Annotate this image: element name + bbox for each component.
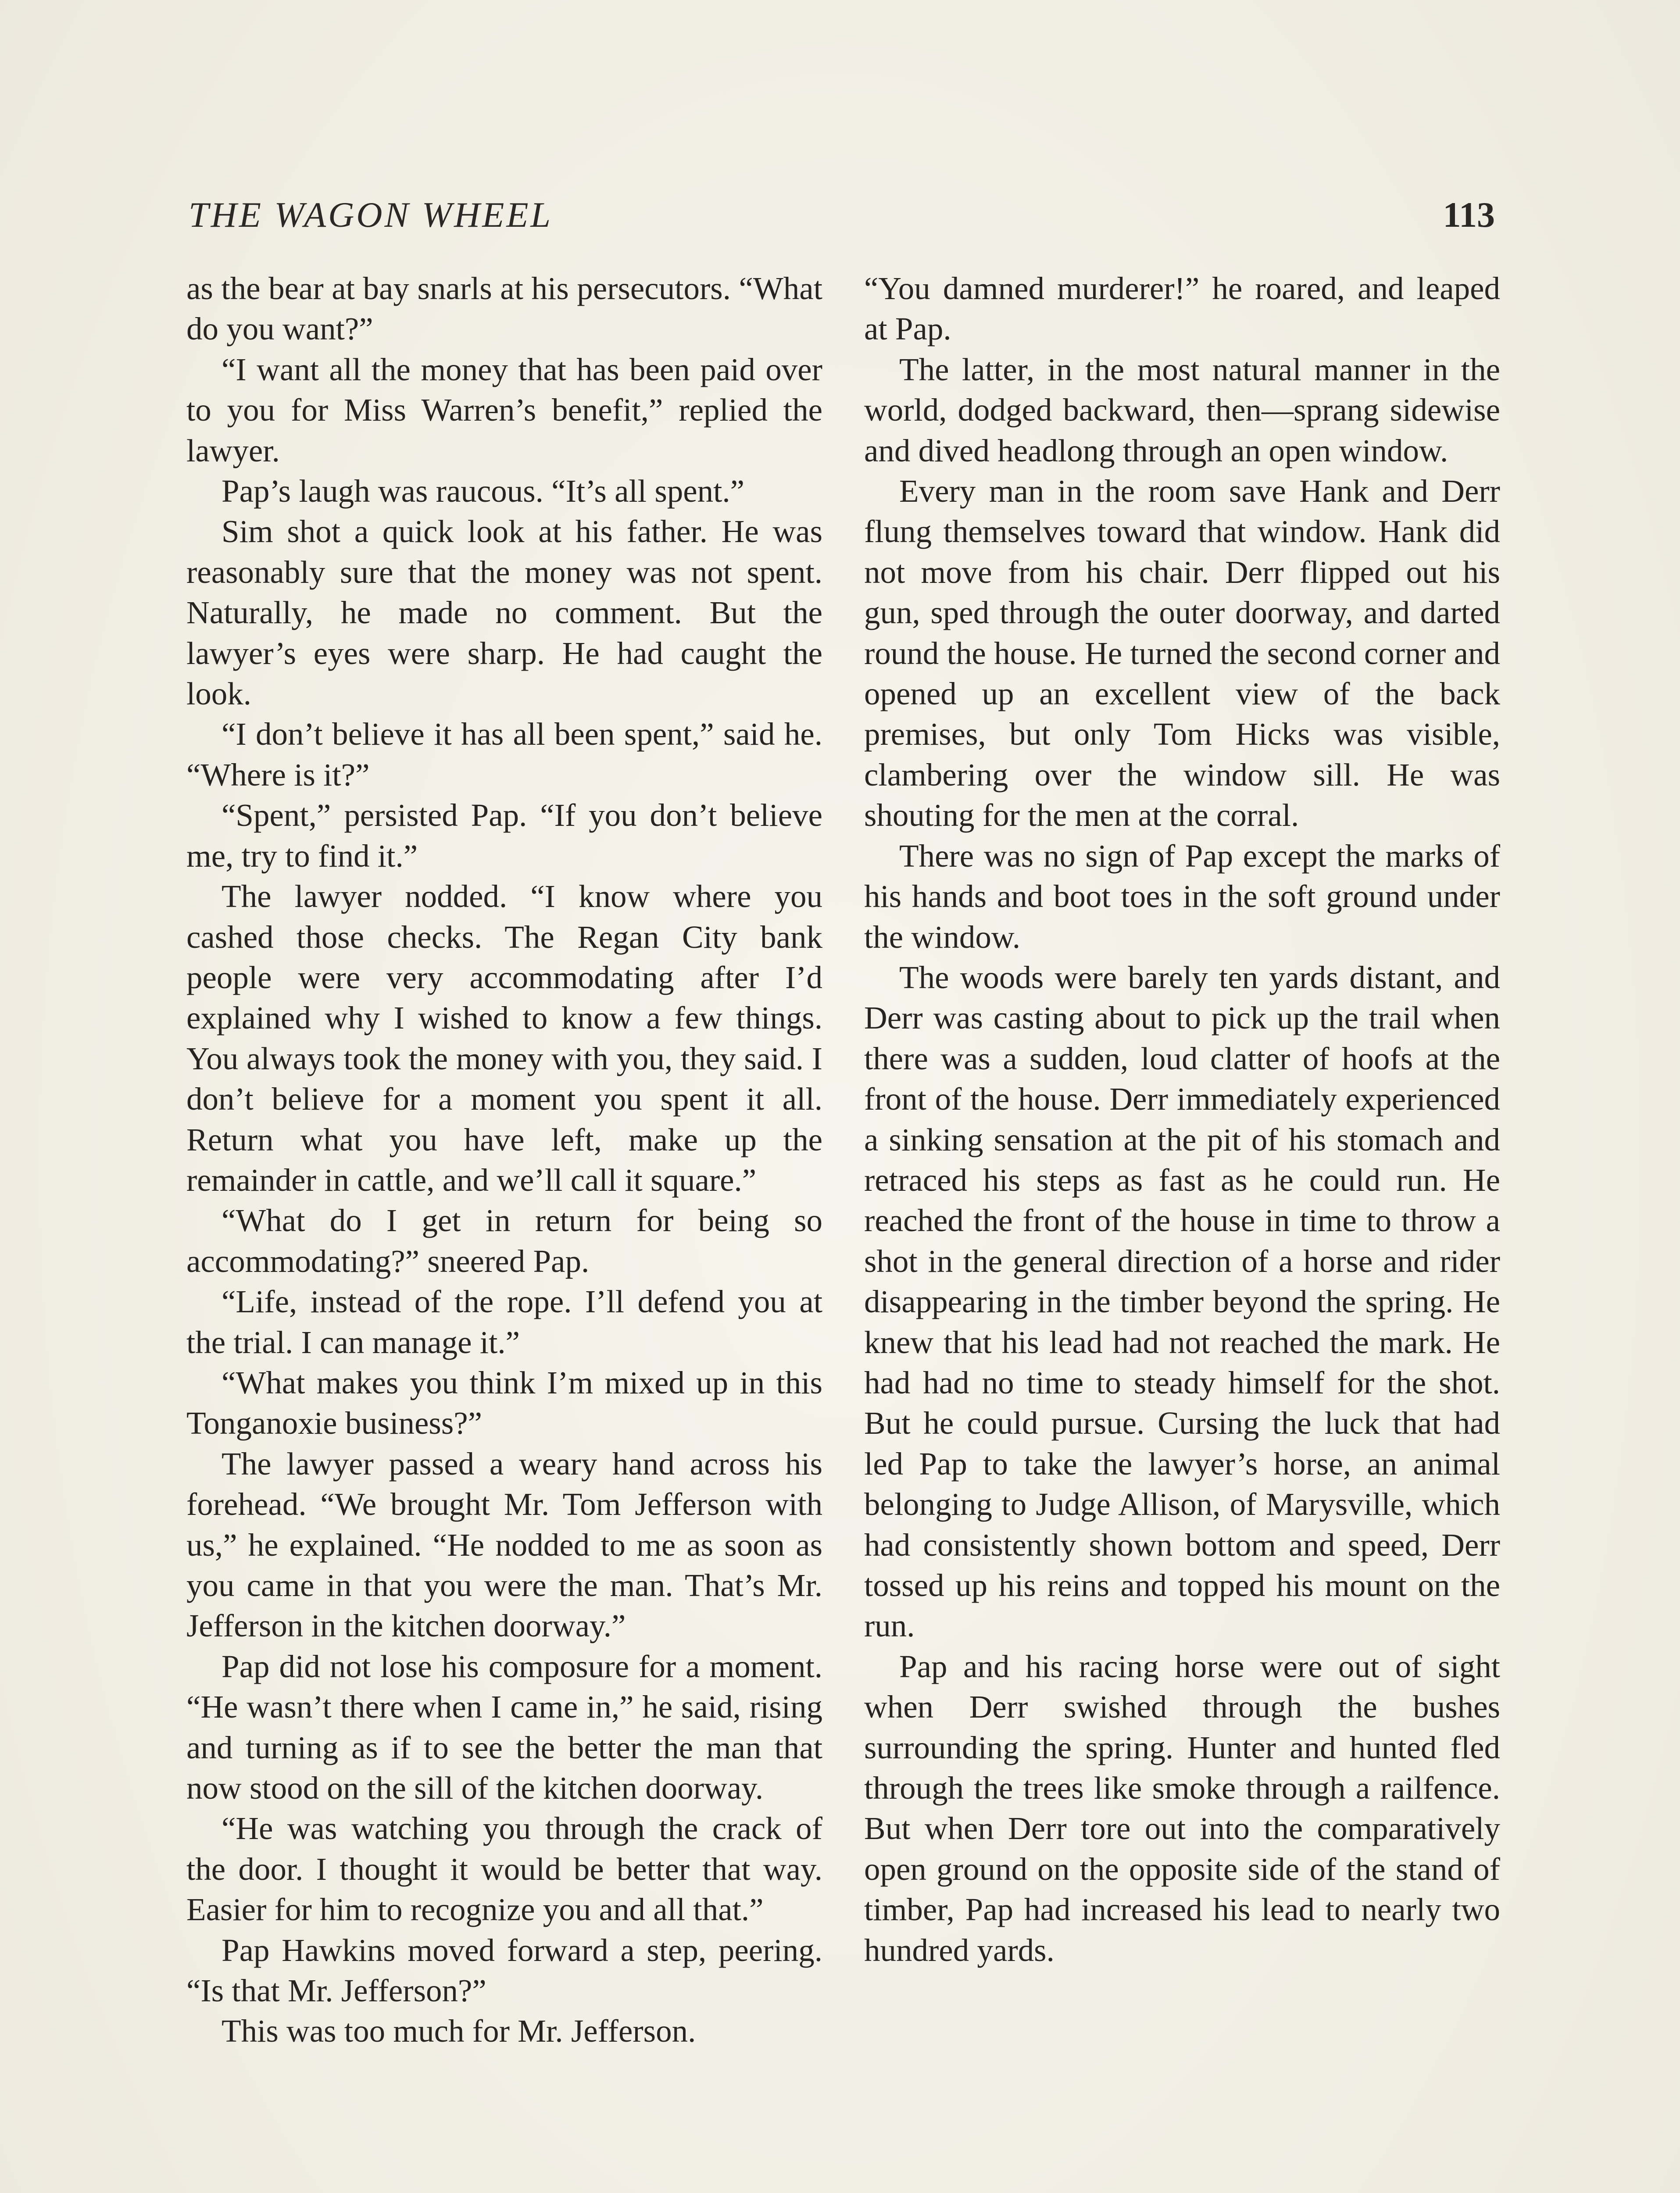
paragraph: “I don’t believe it has all been spent,” said he. “Where is it?”: [186, 716, 822, 793]
paragraph: Pap did not lose his composure for a moment. “He wasn’t there when I came in,” he said, rising and turning as if to see the better the man that now stood on the sill of the kitchen doorway.: [186, 1648, 822, 1806]
paragraph: “What do I get in return for being so accommodating?” sneered Pap.: [186, 1203, 822, 1279]
running-title: THE WAGON WHEEL: [189, 195, 553, 235]
paragraph: The lawyer nodded. “I know where you cashed those checks. The Regan City bank people were very accommodating after I’d explained why I wished to know a few things. You always took the money with you, they said. I don’t believe for a moment you spent it all. Return what you have left, make up the remainder in cattle, and we’ll call it square.”: [186, 879, 822, 1198]
paragraph: There was no sign of Pap except the marks of his hands and boot toes in the soft ground under the window.: [864, 838, 1500, 955]
paragraph: Pap and his racing horse were out of sight when Derr swished through the bushes surrounding the spring. Hunter and hunted fled through the trees like smoke through a railfence. But when Derr tore out into the comparatively open ground on the opposite side of the stand of timber, Pap had increased his lead to nearly two hundred yards.: [864, 1648, 1500, 1968]
paragraph: “What makes you think I’m mixed up in this Tonganoxie business?”: [186, 1364, 822, 1441]
paragraph: Pap’s laugh was raucous. “It’s all spent.”: [222, 473, 745, 509]
paragraph: “I want all the money that has been paid over to you for Miss Warren’s benefit,” replied the lawyer.: [186, 351, 822, 468]
paragraph: “Spent,” persisted Pap. “If you don’t believe me, try to find it.”: [186, 797, 822, 874]
paragraph: The woods were barely ten yards distant, and Derr was casting about to pick up the trail when there was a sudden, loud clatter of hoofs at the front of the house. Derr immediately experienced a sinking sensation at the pit of his stomach and retraced his steps as fast as he could run. He reached the front of the house in time to throw a shot in the general direction of a horse and rider disappearing in the timber beyond the spring. He knew that his lead had not reached the mark. He had had no time to steady himself for the shot. But he could pursue. Cursing the luck that had led Pap to take the lawyer’s horse, an animal belonging to Judge Allison, of Marysville, which had consistently shown bottom and speed, Derr tossed up his reins and topped his mount on the run.: [864, 959, 1500, 1644]
left-text-column: [186, 268, 822, 2052]
paragraph: Sim shot a quick look at his father. He was reasonably sure that the money was not spent. Naturally, he made no comment. But the lawyer’s eyes were sharp. He had caught the look.: [186, 514, 822, 712]
paragraph: The lawyer passed a weary hand across his forehead. “We brought Mr. Tom Jefferson with us,” he explained. “He nodded to me as soon as you came in that you were the man. That’s Mr. Jefferson in the kitchen doorway.”: [186, 1446, 822, 1644]
paragraph: Pap Hawkins moved forward a step, peering. “Is that Mr. Jefferson?”: [186, 1932, 822, 2009]
paragraph: as the bear at bay snarls at his persecutors. “What do you want?”: [186, 271, 822, 347]
paragraph: “You damned murderer!” he roared, and leaped at Pap.: [864, 271, 1500, 347]
paragraph: The latter, in the most natural manner in the world, dodged backward, then—sprang sidewise and dived headlong through an open window.: [864, 351, 1500, 468]
paragraph: This was too much for Mr. Jefferson.: [222, 2013, 696, 2049]
paragraph: Every man in the room save Hank and Derr flung themselves toward that window. Hank did not move from his chair. Derr flipped out his gun, sped through the outer doorway, and darted round the house. He turned the second corner and opened up an excellent view of the back premises, but only Tom Hicks was visible, clambering over the window sill. He was shouting for the men at the corral.: [864, 473, 1500, 833]
paragraph: “He was watching you through the crack of the door. I thought it would be better that way. Easier for him to recognize you and all that.”: [186, 1811, 822, 1928]
page-number: 113: [1443, 195, 1495, 235]
right-text-column: [864, 268, 1500, 1971]
paragraph: “Life, instead of the rope. I’ll defend you at the trial. I can manage it.”: [186, 1284, 822, 1360]
